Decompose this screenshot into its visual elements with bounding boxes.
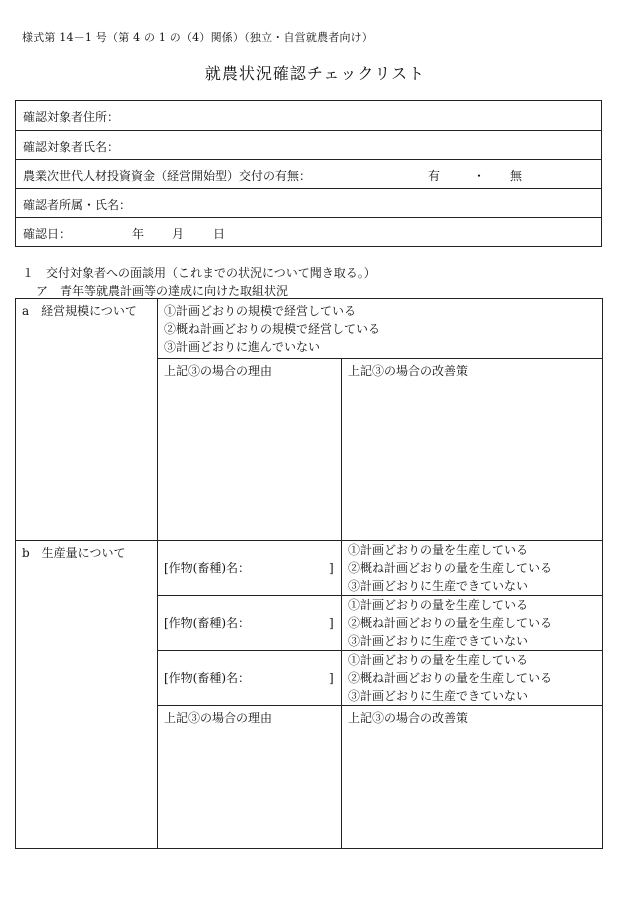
form-number: 様式第 14－1 号（第 4 の 1 の（4）関係）（独立・自営就農者向け） <box>22 31 374 44</box>
crop-3-option-2[interactable]: ②概ね計画どおりの量を生産している <box>348 671 553 685</box>
production-improvement-label: 上記③の場合の改善策 <box>348 711 469 725</box>
crop-1-option-3[interactable]: ③計画どおりに生産できていない <box>348 579 529 593</box>
name-label: 確認対象者氏名： <box>23 140 120 154</box>
crop-3-option-1[interactable]: ①計画どおりの量を生産している <box>348 653 529 667</box>
confirmer-row[interactable] <box>16 188 601 217</box>
production-label: b 生産量について <box>22 546 126 560</box>
crop-2-option-1[interactable]: ①計画どおりの量を生産している <box>348 598 529 612</box>
crop-1-option-1[interactable]: ①計画どおりの量を生産している <box>348 543 529 557</box>
date-year-label: 年 <box>132 227 145 241</box>
funding-row <box>16 159 601 188</box>
funding-separator: ・ <box>473 169 486 183</box>
section-1-heading: １ 交付対象者への面談用（これまでの状況について聞き取る。） <box>22 266 376 280</box>
scale-improvement-label: 上記③の場合の改善策 <box>348 364 469 378</box>
production-reason-label: 上記③の場合の理由 <box>164 711 273 725</box>
funding-label: 農業次世代人材投資資金（経営開始型）交付の有無： <box>23 169 312 183</box>
address-label: 確認対象者住所： <box>23 110 120 124</box>
name-row[interactable] <box>16 130 601 159</box>
crop-2-bracket: ] <box>329 616 334 630</box>
crop-3-name-label[interactable]: [作物(畜種)名： <box>164 671 251 685</box>
date-day-label: 日 <box>213 227 226 241</box>
row-divider-scale-options <box>157 358 603 359</box>
date-month-label: 月 <box>172 227 185 241</box>
scale-option-3[interactable]: ③計画どおりに進んでいない <box>164 340 321 354</box>
scale-reason-label: 上記③の場合の理由 <box>164 364 273 378</box>
page-title: 就農状況確認チェックリスト <box>204 64 426 83</box>
funding-no-option[interactable]: 無 <box>510 169 523 183</box>
date-row[interactable] <box>16 217 601 246</box>
scale-label: a 経営規模について <box>22 304 137 318</box>
funding-yes-option[interactable]: 有 <box>428 169 441 183</box>
scale-option-1[interactable]: ①計画どおりの規模で経営している <box>164 304 357 318</box>
crop-2-option-3[interactable]: ③計画どおりに生産できていない <box>348 634 529 648</box>
confirmer-label: 確認者所属・氏名： <box>23 198 132 212</box>
crop-1-name-label[interactable]: [作物(畜種)名： <box>164 561 251 575</box>
info-table <box>15 100 602 247</box>
crop-1-option-2[interactable]: ②概ね計画どおりの量を生産している <box>348 561 553 575</box>
crop-2-option-2[interactable]: ②概ね計画どおりの量を生産している <box>348 616 553 630</box>
crop-3-option-3[interactable]: ③計画どおりに生産できていない <box>348 689 529 703</box>
row-divider-crop-3 <box>157 705 603 706</box>
checklist-table <box>15 298 603 849</box>
col-divider-production <box>341 540 342 848</box>
crop-3-bracket: ] <box>329 671 334 685</box>
col-divider-label <box>157 299 158 848</box>
crop-1-bracket: ] <box>329 561 334 575</box>
section-1a-heading: ア 青年等就農計画等の達成に向けた取組状況 <box>36 284 289 298</box>
scale-option-2[interactable]: ②概ね計画どおりの規模で経営している <box>164 322 381 336</box>
crop-2-name-label[interactable]: [作物(畜種)名： <box>164 616 251 630</box>
date-label: 確認日： <box>23 227 72 241</box>
col-divider-scale <box>341 358 342 540</box>
address-row[interactable] <box>16 101 601 130</box>
